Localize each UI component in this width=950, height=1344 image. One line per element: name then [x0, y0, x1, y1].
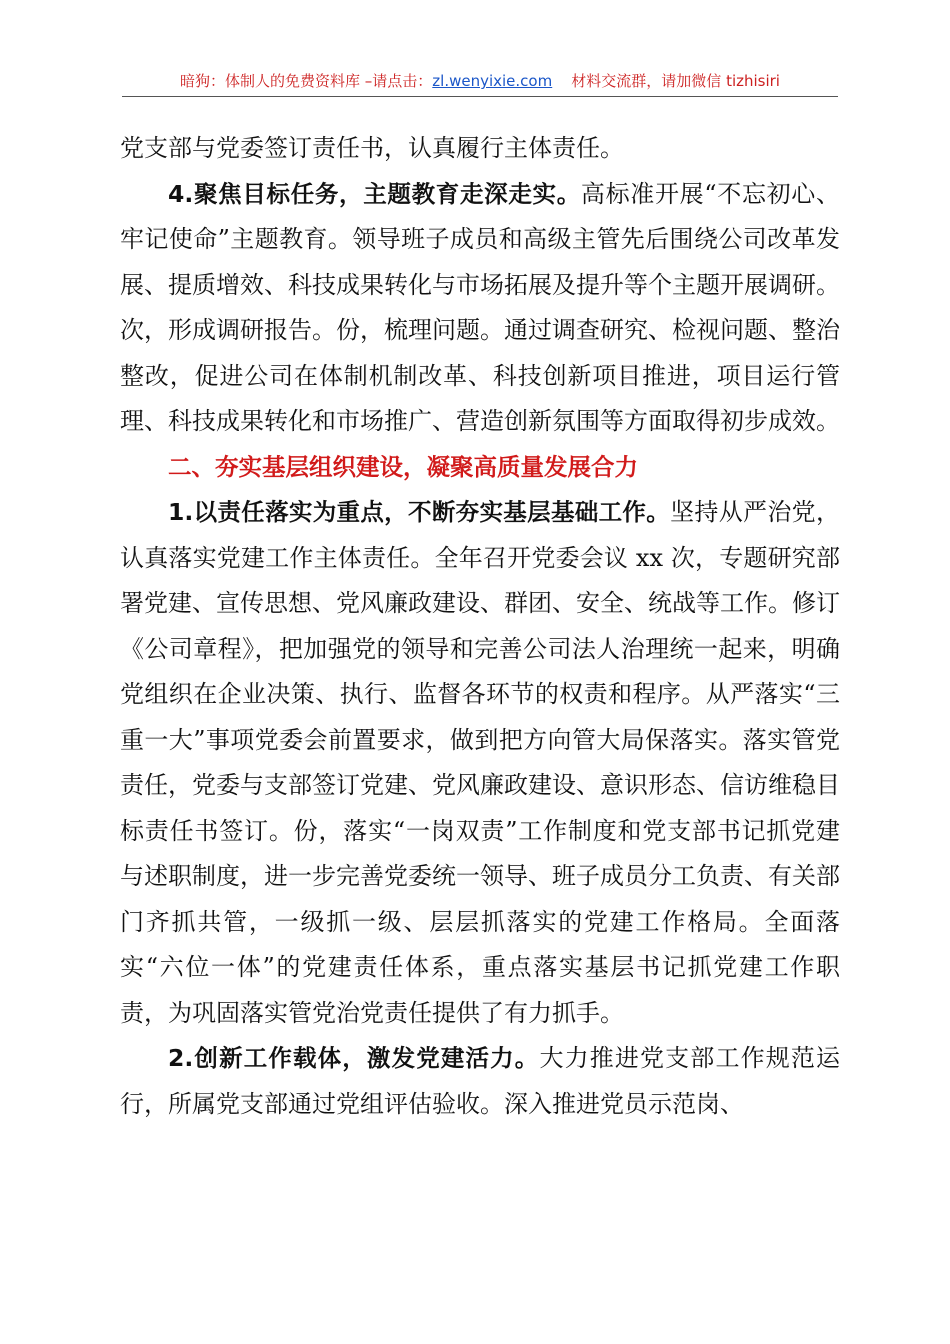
- paragraph-item-2: [120, 1036, 840, 1127]
- paragraph-item-4: [120, 172, 840, 445]
- paragraph-item-1: [120, 490, 840, 1036]
- paragraph-continuation: 党支部与党委签订责任书，认真履行主体责任。: [120, 134, 624, 162]
- header-divider: [122, 96, 838, 97]
- paragraph-item-2-lead: 2.创新工作载体，激发党建活力。: [168, 1044, 540, 1072]
- paragraph-item-1-lead: 1.以责任落实为重点，不断夯实基层基础工作。: [168, 498, 671, 526]
- paragraph-item-1-body: 坚持从严治党，认真落实党建工作主体责任。全年召开党委会议 xx 次，专题研究部署党建、宣传思想、党风廉政建设、群团、安全、统战等工作。修订《公司章程》，把加强党的领导和完善公司法人治理统一起来，明确党组织在企业决策、执行、监督各环节的权责和程序。从严落实“三重一大”事项党委会前置要求，做到把方向管大局保落实。落实管党责任，党委与支部签订党建、党风廉政建设、意识形态、信访维稳目标责任书签订。份，落实“一岗双责”工作制度和党支部书记抓党建与述职制度，进一步完善党委统一领导、班子成员分工负责、有关部门齐抓共管，一级抓一级、层层抓落实的党建工作格局。全面落实“六位一体”的党建责任体系，重点落实基层书记抓党建工作职责，为巩固落实管党治党责任提供了有力抓手。: [120, 498, 840, 1027]
- paragraph-item-4-lead: 4.聚焦目标任务，主题教育走深走实。: [168, 179, 581, 208]
- header-suffix: 材料交流群，请加微信 tizhisiri: [571, 72, 780, 90]
- paragraph-item-4-body: 高标准开展“不忘初心、牢记使命”主题教育。领导班子成员和高级主管先后围绕公司改革发展、提质增效、科技成果转化与市场拓展及提升等个主题开展调研。次，形成调研报告。份，梳理问题。通过调查研究、检视问题、整治整改，促进公司在体制机制改革、科技创新项目推进，项目运行管理、科技成果转化和市场推广、营造创新氛围等方面取得初步成效。: [120, 179, 840, 435]
- section-heading: 二、夯实基层组织建设，凝聚高质量发展合力: [168, 452, 638, 481]
- header-prefix: 暗狗：体制人的免费资料库 –请点击：: [180, 72, 433, 90]
- paragraph-item-2-body: 大力推进党支部工作规范运行，所属党支部通过党组评估验收。深入推进党员示范岗、: [120, 1044, 841, 1118]
- document-body: [120, 126, 840, 1127]
- header-link[interactable]: zl.wenyixie.com: [432, 72, 553, 90]
- page-header: [122, 66, 838, 96]
- header-spacer: [552, 72, 571, 90]
